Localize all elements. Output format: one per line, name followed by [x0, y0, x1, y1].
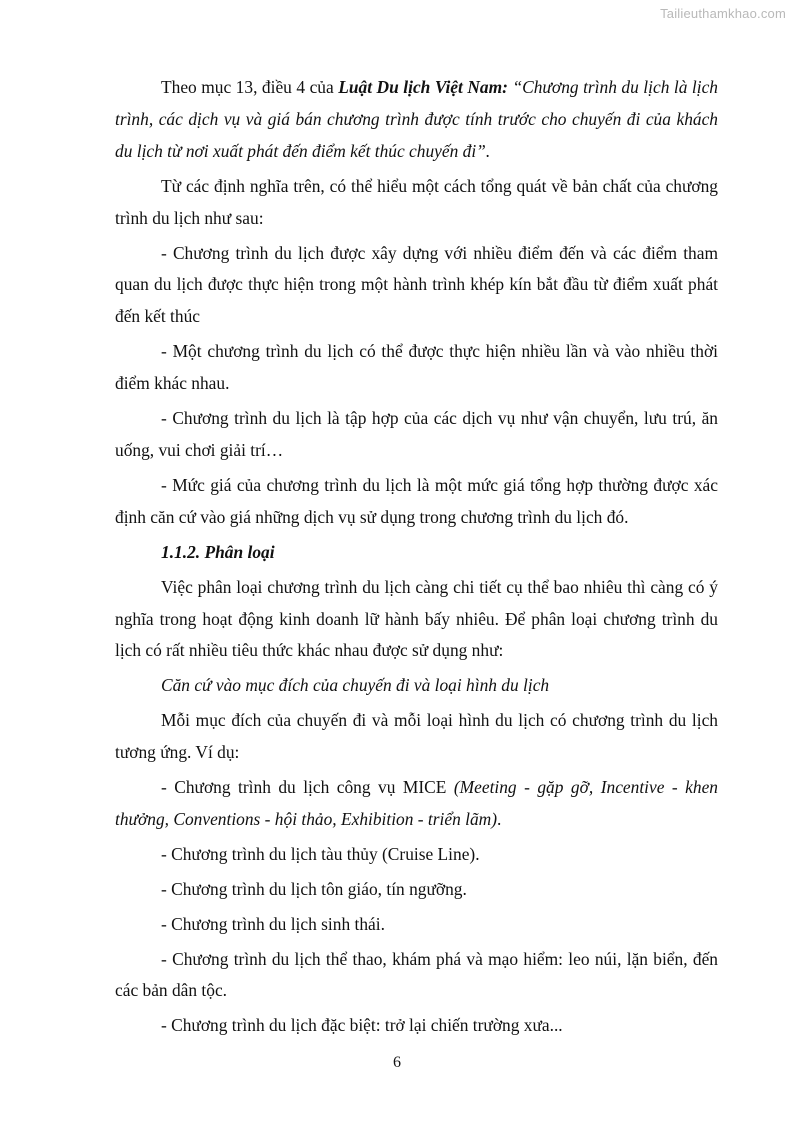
- document-body: [115, 72, 718, 1045]
- paragraph-summary: Từ các định nghĩa trên, có thể hiểu một cách tổng quát về bản chất của chương trình du lịch như sau:: [115, 175, 718, 228]
- bullet-destinations: - Chương trình du lịch được xây dựng với nhiều điểm đến và các điểm tham quan du lịch được thực hiện trong một hành trình khép kín bắt đầu từ điểm xuất phát đến kết thúc: [115, 242, 718, 327]
- bullet-eco: - Chương trình du lịch sinh thái.: [161, 913, 385, 934]
- page-number: 6: [393, 1054, 401, 1071]
- paragraph-classification: Việc phân loại chương trình du lịch càng chi tiết cụ thể bao nhiêu thì càng có ý nghĩa trong hoạt động kinh doanh lữ hành bấy nhiêu. Để phân loại chương trình du lịch có rất nhiều tiêu thức khác nhau được sử dụng như:: [115, 576, 718, 661]
- subheading-purpose: Căn cứ vào mục đích của chuyến đi và loại hình du lịch: [161, 675, 550, 696]
- bullet-special: - Chương trình du lịch đặc biệt: trở lại chiến trường xưa...: [161, 1015, 563, 1036]
- law-name: Luật Du lịch Việt Nam:: [338, 77, 508, 97]
- section-heading: 1.1.2. Phân loại: [161, 541, 275, 562]
- bullet-repeatable: - Một chương trình du lịch có thể được thực hiện nhiều lần và vào nhiều thời điểm khác nhau.: [115, 341, 718, 394]
- paragraph-purpose: Mỗi mục đích của chuyến đi và mỗi loại hình du lịch có chương trình du lịch tương ứng. Ví dụ:: [115, 710, 718, 763]
- bullet-cruise: - Chương trình du lịch tàu thủy (Cruise Line).: [161, 843, 480, 864]
- bullet-adventure: - Chương trình du lịch thể thao, khám phá và mạo hiểm: leo núi, lặn biển, đến các bản dân tộc.: [115, 948, 718, 1001]
- mice-explanation: (Meeting - gặp gỡ, Incentive - khen thưởng, Conventions - hội thảo, Exhibition - triển lãm): [115, 777, 718, 829]
- watermark-text: Tailieuthamkhao.com: [660, 6, 786, 21]
- bullet-services: - Chương trình du lịch là tập hợp của các dịch vụ như vận chuyển, lưu trú, ăn uống, vui chơi giải trí…: [115, 408, 718, 460]
- mice-text: - Chương trình du lịch công vụ MICE: [161, 777, 454, 798]
- bullet-religious: - Chương trình du lịch tôn giáo, tín ngưỡng.: [161, 878, 467, 899]
- paragraph-law-definition: [115, 72, 718, 168]
- law-intro-text: Theo mục 13, điều 4 của: [161, 77, 339, 97]
- law-quote: “Chương trình du lịch là lịch trình, các dịch vụ và giá bán chương trình được tính trước cho chuyến đi của khách du lịch từ nơi xuất phát đến điểm kết thúc chuyến đi”.: [115, 77, 719, 161]
- bullet-price: - Mức giá của chương trình du lịch là một mức giá tổng hợp thường được xác định căn cứ vào giá những dịch vụ sử dụng trong chương trình du lịch đó.: [115, 474, 718, 527]
- mice-end: .: [497, 808, 502, 829]
- bullet-mice: [115, 772, 718, 836]
